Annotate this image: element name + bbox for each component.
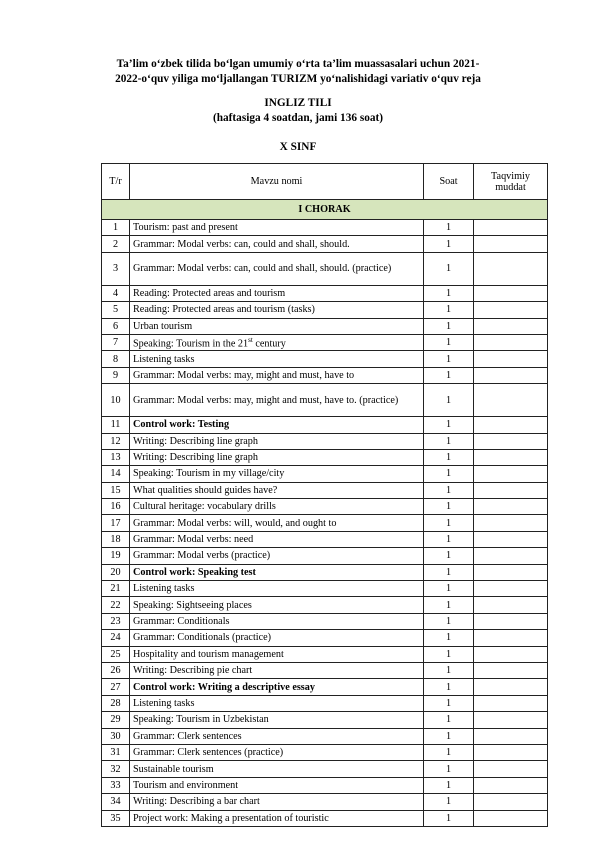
row-deadline — [474, 695, 548, 711]
row-number: 13 — [102, 449, 130, 465]
quarter-label: I CHORAK — [102, 200, 548, 220]
row-hours: 1 — [424, 252, 474, 285]
row-hours: 1 — [424, 728, 474, 744]
table-row — [102, 728, 548, 744]
row-topic — [130, 334, 424, 350]
row-number: 17 — [102, 515, 130, 531]
table-row — [102, 367, 548, 383]
table-row — [102, 531, 548, 547]
table-row — [102, 581, 548, 597]
row-topic: Sustainable tourism — [130, 761, 424, 777]
row-number: 6 — [102, 318, 130, 334]
row-number: 35 — [102, 810, 130, 826]
row-topic: Project work: Making a presentation of touristic — [130, 810, 424, 826]
row-topic: Grammar: Conditionals — [130, 613, 424, 629]
row-topic: Speaking: Tourism in Uzbekistan — [130, 712, 424, 728]
row-number: 16 — [102, 499, 130, 515]
subject-heading — [0, 96, 596, 126]
row-deadline — [474, 433, 548, 449]
row-number: 14 — [102, 466, 130, 482]
row-topic: What qualities should guides have? — [130, 482, 424, 498]
row-topic: Grammar: Modal verbs: may, might and must, have to — [130, 367, 424, 383]
row-hours: 1 — [424, 367, 474, 383]
row-deadline — [474, 810, 548, 826]
row-hours: 1 — [424, 548, 474, 564]
row-topic: Grammar: Conditionals (practice) — [130, 630, 424, 646]
row-topic: Tourism and environment — [130, 777, 424, 793]
row-topic: Reading: Protected areas and tourism (tasks) — [130, 302, 424, 318]
row-deadline — [474, 302, 548, 318]
table-row — [102, 334, 548, 350]
row-deadline — [474, 646, 548, 662]
row-deadline — [474, 581, 548, 597]
row-deadline — [474, 744, 548, 760]
row-deadline — [474, 597, 548, 613]
row-topic: Writing: Describing pie chart — [130, 662, 424, 678]
row-number: 26 — [102, 662, 130, 678]
row-hours: 1 — [424, 466, 474, 482]
row-hours: 1 — [424, 777, 474, 793]
row-hours: 1 — [424, 646, 474, 662]
row-number: 28 — [102, 695, 130, 711]
row-hours: 1 — [424, 417, 474, 433]
row-topic: Speaking: Tourism in my village/city — [130, 466, 424, 482]
row-deadline — [474, 417, 548, 433]
row-number: 12 — [102, 433, 130, 449]
row-number: 34 — [102, 794, 130, 810]
row-topic: Grammar: Modal verbs: can, could and shall, should. — [130, 236, 424, 252]
title-line-1: Ta’lim o‘zbek tilida bo‘lgan umumiy o‘rta ta’lim muassasalari uchun 2021- — [116, 58, 480, 70]
grade-heading: X SINF — [279, 141, 317, 153]
row-topic-superscript: st — [248, 336, 253, 345]
row-number: 11 — [102, 417, 130, 433]
row-number: 27 — [102, 679, 130, 695]
row-deadline — [474, 613, 548, 629]
quarter-row — [102, 200, 548, 220]
col-header-topic: Mavzu nomi — [130, 164, 424, 200]
hours-note: (haftasiga 4 soatdan, jami 136 soat) — [212, 112, 384, 124]
row-hours: 1 — [424, 810, 474, 826]
row-topic-text: Speaking: Tourism in the 21 — [133, 338, 249, 350]
row-topic: Speaking: Sightseeing places — [130, 597, 424, 613]
row-hours: 1 — [424, 613, 474, 629]
row-hours: 1 — [424, 679, 474, 695]
col-header-hours: Soat — [424, 164, 474, 200]
table-row — [102, 466, 548, 482]
row-number: 21 — [102, 581, 130, 597]
row-hours: 1 — [424, 531, 474, 547]
table-row — [102, 482, 548, 498]
row-deadline — [474, 515, 548, 531]
table-row — [102, 351, 548, 367]
table-row — [102, 794, 548, 810]
row-topic: Cultural heritage: vocabulary drills — [130, 499, 424, 515]
row-hours: 1 — [424, 285, 474, 301]
row-topic: Grammar: Modal verbs: will, would, and ought to — [130, 515, 424, 531]
row-deadline — [474, 662, 548, 678]
row-deadline — [474, 318, 548, 334]
table-row — [102, 744, 548, 760]
row-topic: Control work: Writing a descriptive essay — [130, 679, 424, 695]
table-row — [102, 433, 548, 449]
table-row — [102, 777, 548, 793]
row-hours: 1 — [424, 384, 474, 417]
row-deadline — [474, 728, 548, 744]
row-deadline — [474, 351, 548, 367]
table-row — [102, 564, 548, 580]
table-row — [102, 548, 548, 564]
row-hours: 1 — [424, 482, 474, 498]
row-topic: Writing: Describing a bar chart — [130, 794, 424, 810]
row-topic: Grammar: Clerk sentences (practice) — [130, 744, 424, 760]
row-number: 19 — [102, 548, 130, 564]
table-row — [102, 630, 548, 646]
document-title — [0, 57, 596, 87]
row-number: 32 — [102, 761, 130, 777]
row-deadline — [474, 712, 548, 728]
table-body — [102, 200, 548, 827]
table-row — [102, 318, 548, 334]
table-header-row — [102, 164, 548, 200]
row-hours: 1 — [424, 744, 474, 760]
table-row — [102, 613, 548, 629]
row-hours: 1 — [424, 794, 474, 810]
row-deadline — [474, 564, 548, 580]
table-row — [102, 236, 548, 252]
row-topic: Writing: Describing line graph — [130, 433, 424, 449]
row-number: 30 — [102, 728, 130, 744]
row-number: 9 — [102, 367, 130, 383]
row-topic: Control work: Speaking test — [130, 564, 424, 580]
table-row — [102, 515, 548, 531]
row-hours: 1 — [424, 433, 474, 449]
row-number: 3 — [102, 252, 130, 285]
row-number: 5 — [102, 302, 130, 318]
row-topic: Grammar: Modal verbs: may, might and must, have to. (practice) — [130, 384, 424, 417]
row-deadline — [474, 252, 548, 285]
row-number: 18 — [102, 531, 130, 547]
row-deadline — [474, 334, 548, 350]
row-hours: 1 — [424, 515, 474, 531]
row-number: 24 — [102, 630, 130, 646]
row-topic: Urban tourism — [130, 318, 424, 334]
row-hours: 1 — [424, 220, 474, 236]
row-topic: Reading: Protected areas and tourism — [130, 285, 424, 301]
row-number: 8 — [102, 351, 130, 367]
row-hours: 1 — [424, 597, 474, 613]
row-number: 4 — [102, 285, 130, 301]
row-deadline — [474, 236, 548, 252]
table-row — [102, 646, 548, 662]
table-row — [102, 252, 548, 285]
table-row — [102, 499, 548, 515]
row-deadline — [474, 285, 548, 301]
table-row — [102, 597, 548, 613]
table-row — [102, 761, 548, 777]
row-hours: 1 — [424, 318, 474, 334]
row-number: 25 — [102, 646, 130, 662]
row-deadline — [474, 449, 548, 465]
row-hours: 1 — [424, 449, 474, 465]
row-deadline — [474, 499, 548, 515]
row-topic: Writing: Describing line graph — [130, 449, 424, 465]
table-row — [102, 302, 548, 318]
row-deadline — [474, 482, 548, 498]
row-number: 20 — [102, 564, 130, 580]
row-hours: 1 — [424, 630, 474, 646]
row-topic: Listening tasks — [130, 695, 424, 711]
row-number: 29 — [102, 712, 130, 728]
row-deadline — [474, 220, 548, 236]
col-header-num: T/r — [102, 164, 130, 200]
row-hours: 1 — [424, 351, 474, 367]
table-row — [102, 449, 548, 465]
table-row — [102, 285, 548, 301]
row-topic: Grammar: Modal verbs: need — [130, 531, 424, 547]
row-hours: 1 — [424, 334, 474, 350]
table-row — [102, 384, 548, 417]
row-number: 22 — [102, 597, 130, 613]
curriculum-table — [101, 163, 548, 827]
row-hours: 1 — [424, 662, 474, 678]
table-row — [102, 712, 548, 728]
row-deadline — [474, 548, 548, 564]
col-header-deadline: Taqvimiy muddat — [474, 164, 548, 200]
table-row — [102, 662, 548, 678]
row-topic: Grammar: Modal verbs: can, could and shall, should. (practice) — [130, 252, 424, 285]
table-row — [102, 810, 548, 826]
row-topic: Hospitality and tourism management — [130, 646, 424, 662]
row-hours: 1 — [424, 302, 474, 318]
table-row — [102, 679, 548, 695]
row-hours: 1 — [424, 695, 474, 711]
row-topic-text-end: century — [252, 338, 286, 350]
row-deadline — [474, 466, 548, 482]
row-topic: Grammar: Clerk sentences — [130, 728, 424, 744]
row-number: 2 — [102, 236, 130, 252]
row-deadline — [474, 367, 548, 383]
row-hours: 1 — [424, 761, 474, 777]
row-deadline — [474, 384, 548, 417]
table-row — [102, 417, 548, 433]
row-hours: 1 — [424, 499, 474, 515]
row-hours: 1 — [424, 712, 474, 728]
row-deadline — [474, 777, 548, 793]
row-number: 33 — [102, 777, 130, 793]
row-topic: Control work: Testing — [130, 417, 424, 433]
row-topic: Listening tasks — [130, 351, 424, 367]
row-number: 10 — [102, 384, 130, 417]
row-number: 1 — [102, 220, 130, 236]
row-deadline — [474, 794, 548, 810]
row-deadline — [474, 531, 548, 547]
row-deadline — [474, 630, 548, 646]
title-line-2: 2022-o‘quv yiliga mo‘ljallangan TURIZM yo‘nalishidagi variativ o‘quv reja — [115, 73, 481, 85]
row-topic: Grammar: Modal verbs (practice) — [130, 548, 424, 564]
row-hours: 1 — [424, 564, 474, 580]
row-topic: Listening tasks — [130, 581, 424, 597]
row-deadline — [474, 679, 548, 695]
table-row — [102, 220, 548, 236]
row-number: 31 — [102, 744, 130, 760]
row-number: 15 — [102, 482, 130, 498]
row-number: 7 — [102, 334, 130, 350]
table-row — [102, 695, 548, 711]
row-topic: Tourism: past and present — [130, 220, 424, 236]
row-hours: 1 — [424, 581, 474, 597]
row-number: 23 — [102, 613, 130, 629]
subject-name: INGLIZ TILI — [264, 97, 332, 109]
row-deadline — [474, 761, 548, 777]
row-hours: 1 — [424, 236, 474, 252]
